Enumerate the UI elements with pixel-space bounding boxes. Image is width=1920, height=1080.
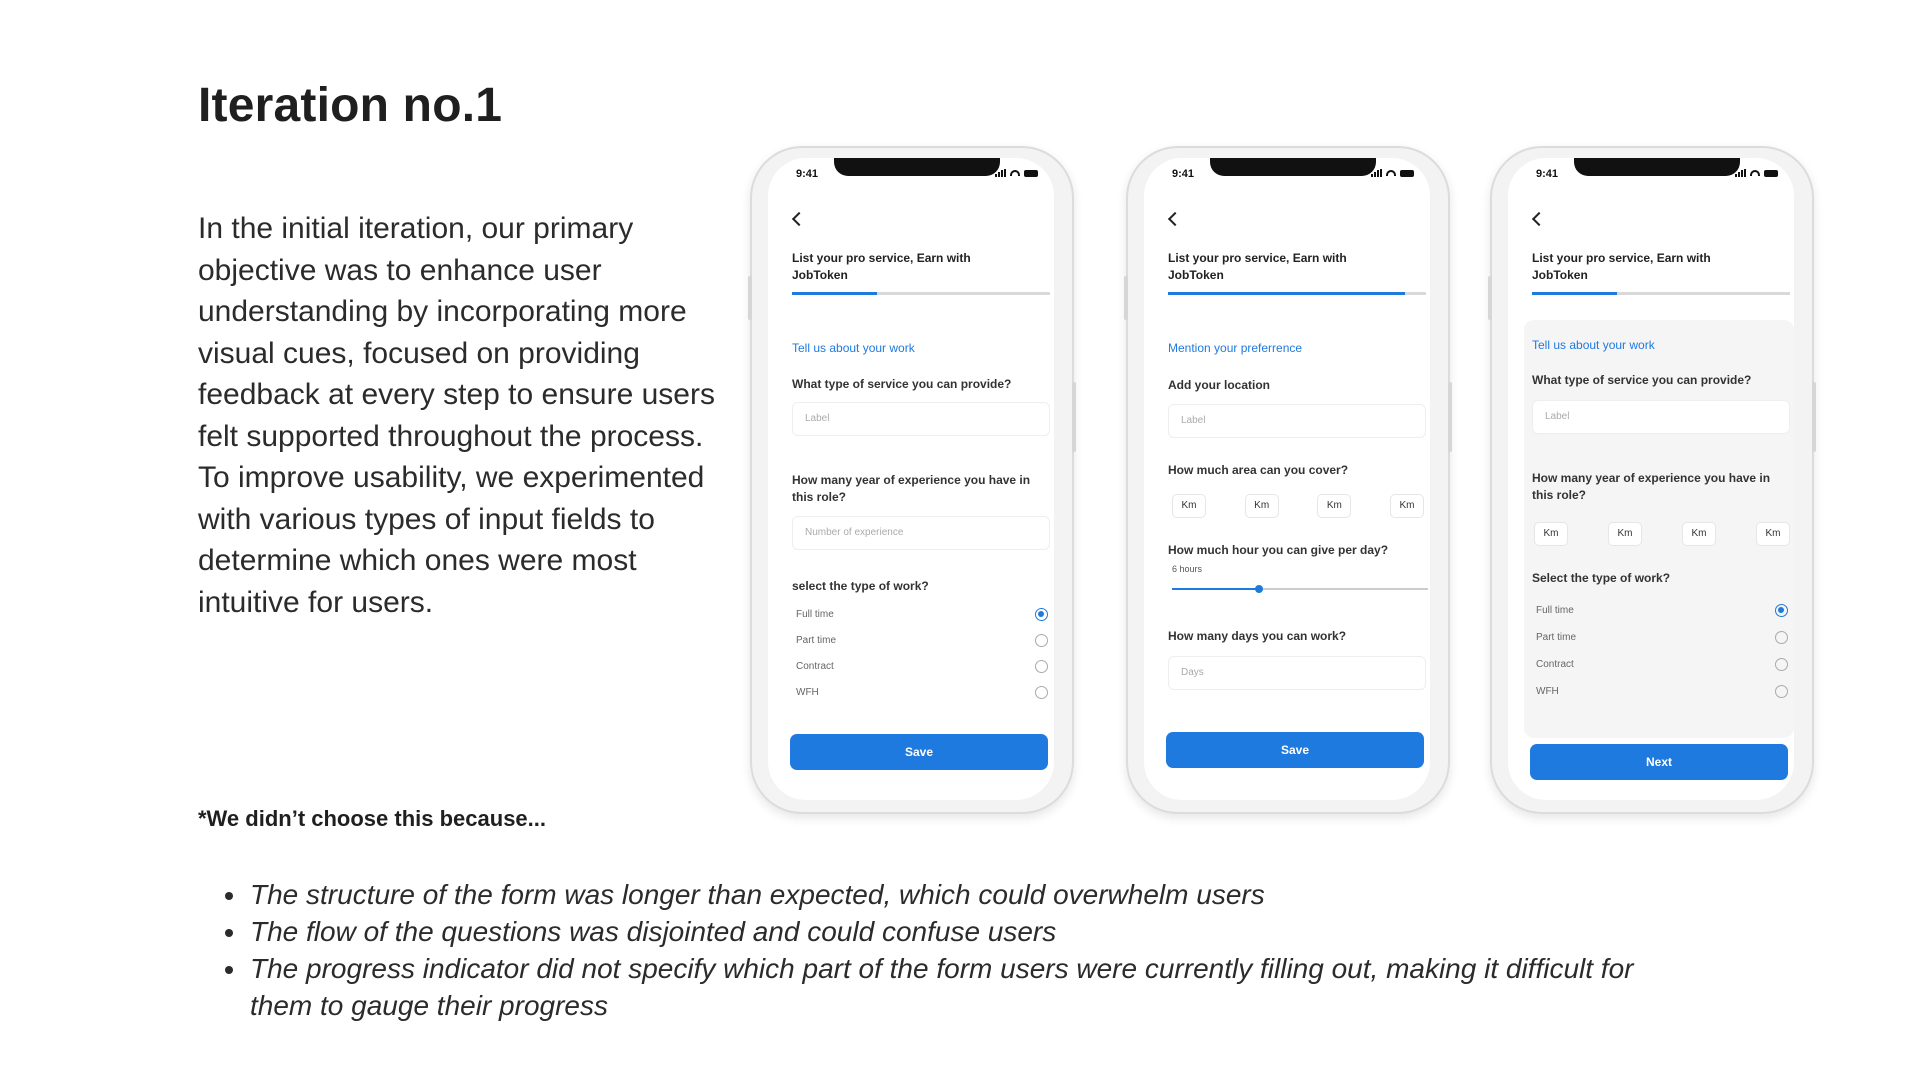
phone-screen	[768, 158, 1054, 800]
radio-option[interactable]	[796, 608, 1048, 621]
radio-selected-icon[interactable]	[1035, 608, 1048, 621]
notch	[1574, 158, 1740, 176]
radio-icon[interactable]	[1035, 660, 1048, 673]
question-days: How many days you can work?	[1168, 629, 1347, 643]
side-button	[1812, 382, 1816, 452]
radio-label: Full time	[796, 609, 834, 620]
radio-option[interactable]	[1536, 685, 1788, 698]
area-options	[1172, 494, 1424, 518]
question-experience: How many year of experience you have in this role?	[792, 473, 1031, 504]
section-label: Tell us about your work	[1532, 338, 1655, 352]
side-button	[1448, 382, 1452, 452]
slider-handle[interactable]	[1255, 585, 1263, 593]
radio-selected-icon[interactable]	[1775, 604, 1788, 617]
radio-icon[interactable]	[1775, 631, 1788, 644]
km-option[interactable]: Km	[1756, 522, 1790, 546]
progress-bar	[792, 292, 1050, 295]
radio-option[interactable]	[796, 686, 1048, 699]
radio-option[interactable]	[1536, 658, 1788, 671]
battery-icon	[1764, 170, 1778, 177]
battery-icon	[1400, 170, 1414, 177]
question-area: How much area can you cover?	[1168, 463, 1349, 477]
save-button[interactable]: Save	[790, 734, 1048, 770]
radio-label: WFH	[1536, 686, 1559, 697]
wifi-icon	[1386, 170, 1396, 176]
status-icons	[1735, 169, 1778, 177]
km-option[interactable]: Km	[1390, 494, 1424, 518]
hours-slider[interactable]	[1172, 588, 1428, 590]
progress-fill	[1532, 292, 1617, 295]
radio-option[interactable]	[796, 634, 1048, 647]
km-option[interactable]: Km	[1682, 522, 1716, 546]
radio-icon[interactable]	[1775, 685, 1788, 698]
wifi-icon	[1010, 170, 1020, 176]
reasons-list	[218, 876, 1648, 1024]
progress-fill	[1168, 292, 1405, 295]
section-label: Tell us about your work	[792, 341, 915, 355]
form-heading: List your pro service, Earn with JobToken	[792, 251, 971, 282]
next-button[interactable]: Next	[1530, 744, 1788, 780]
back-arrow-icon[interactable]	[790, 208, 804, 224]
progress-bar	[1168, 292, 1426, 295]
question-service: What type of service you can provide?	[1532, 373, 1752, 387]
notch	[834, 158, 1000, 176]
form-heading: List your pro service, Earn with JobToken	[1532, 251, 1711, 282]
status-time: 9:41	[1536, 168, 1559, 180]
question-location: Add your location	[1168, 378, 1270, 392]
status-icons	[995, 169, 1038, 177]
page-title: Iteration no.1	[198, 79, 503, 132]
experience-input[interactable]: Number of experience	[792, 516, 1050, 550]
radio-label: Part time	[796, 635, 837, 646]
km-option[interactable]: Km	[1317, 494, 1351, 518]
status-time: 9:41	[1172, 168, 1195, 180]
side-button	[1488, 276, 1492, 320]
question-work-type: select the type of work?	[792, 579, 929, 593]
status-time: 9:41	[796, 168, 819, 180]
service-input[interactable]: Label	[1532, 400, 1790, 434]
phone-screen	[1144, 158, 1430, 800]
side-button	[1072, 382, 1076, 452]
phone-mockup-2	[1126, 146, 1450, 814]
radio-icon[interactable]	[1035, 634, 1048, 647]
back-arrow-icon[interactable]	[1166, 208, 1180, 224]
signal-icon	[1735, 169, 1746, 177]
km-option[interactable]: Km	[1534, 522, 1568, 546]
km-option[interactable]: Km	[1608, 522, 1642, 546]
side-button	[748, 276, 752, 320]
status-icons	[1371, 169, 1414, 177]
radio-label: WFH	[796, 687, 819, 698]
notch	[1210, 158, 1376, 176]
save-button[interactable]: Save	[1166, 732, 1424, 768]
radio-label: Full time	[1536, 605, 1574, 616]
km-option[interactable]: Km	[1245, 494, 1279, 518]
side-button	[1124, 276, 1128, 320]
radio-option[interactable]	[1536, 631, 1788, 644]
radio-option[interactable]	[796, 660, 1048, 673]
location-input[interactable]: Label	[1168, 404, 1426, 438]
reason-item: • The progress indicator did not specify which part of the form users were currently filling out, making it difficult for them to gauge their progress	[248, 950, 1648, 1024]
intro-paragraph: In the initial iteration, our primary objective was to enhance user understanding by incorporating more visual cues, focused on providing feedback at every step to ensure users felt supported throughout the process. To improve usability, we experimented with various types of input fields to determine which ones were most intuitive for users.	[198, 212, 715, 619]
phone-mockup-3	[1490, 146, 1814, 814]
radio-option[interactable]	[1536, 604, 1788, 617]
reasons-heading: *We didn’t choose this because...	[198, 806, 547, 831]
reason-item: • The structure of the form was longer than expected, which could overwhelm users	[248, 876, 1648, 913]
radio-icon[interactable]	[1775, 658, 1788, 671]
form-heading: List your pro service, Earn with JobToken	[1168, 251, 1347, 282]
radio-icon[interactable]	[1035, 686, 1048, 699]
experience-options	[1534, 522, 1790, 546]
progress-fill	[792, 292, 877, 295]
question-experience: How many year of experience you have in this role?	[1532, 471, 1771, 502]
radio-label: Part time	[1536, 632, 1577, 643]
wifi-icon	[1750, 170, 1760, 176]
days-input[interactable]: Days	[1168, 656, 1426, 690]
radio-label: Contract	[1536, 659, 1574, 670]
signal-icon	[1371, 169, 1382, 177]
progress-bar	[1532, 292, 1790, 295]
battery-icon	[1024, 170, 1038, 177]
reason-item: • The flow of the questions was disjointed and could confuse users	[248, 913, 1648, 950]
km-option[interactable]: Km	[1172, 494, 1206, 518]
phone-screen	[1508, 158, 1794, 800]
service-input[interactable]: Label	[792, 402, 1050, 436]
phone-mockup-1	[750, 146, 1074, 814]
question-service: What type of service you can provide?	[792, 377, 1012, 391]
radio-label: Contract	[796, 661, 834, 672]
back-arrow-icon[interactable]	[1530, 208, 1544, 224]
slider-fill	[1172, 588, 1259, 590]
hours-value: 6 hours	[1172, 564, 1203, 574]
question-work-type: Select the type of work?	[1532, 571, 1671, 585]
signal-icon	[995, 169, 1006, 177]
question-hours: How much hour you can give per day?	[1168, 543, 1389, 557]
section-label: Mention your preferrence	[1168, 341, 1303, 355]
